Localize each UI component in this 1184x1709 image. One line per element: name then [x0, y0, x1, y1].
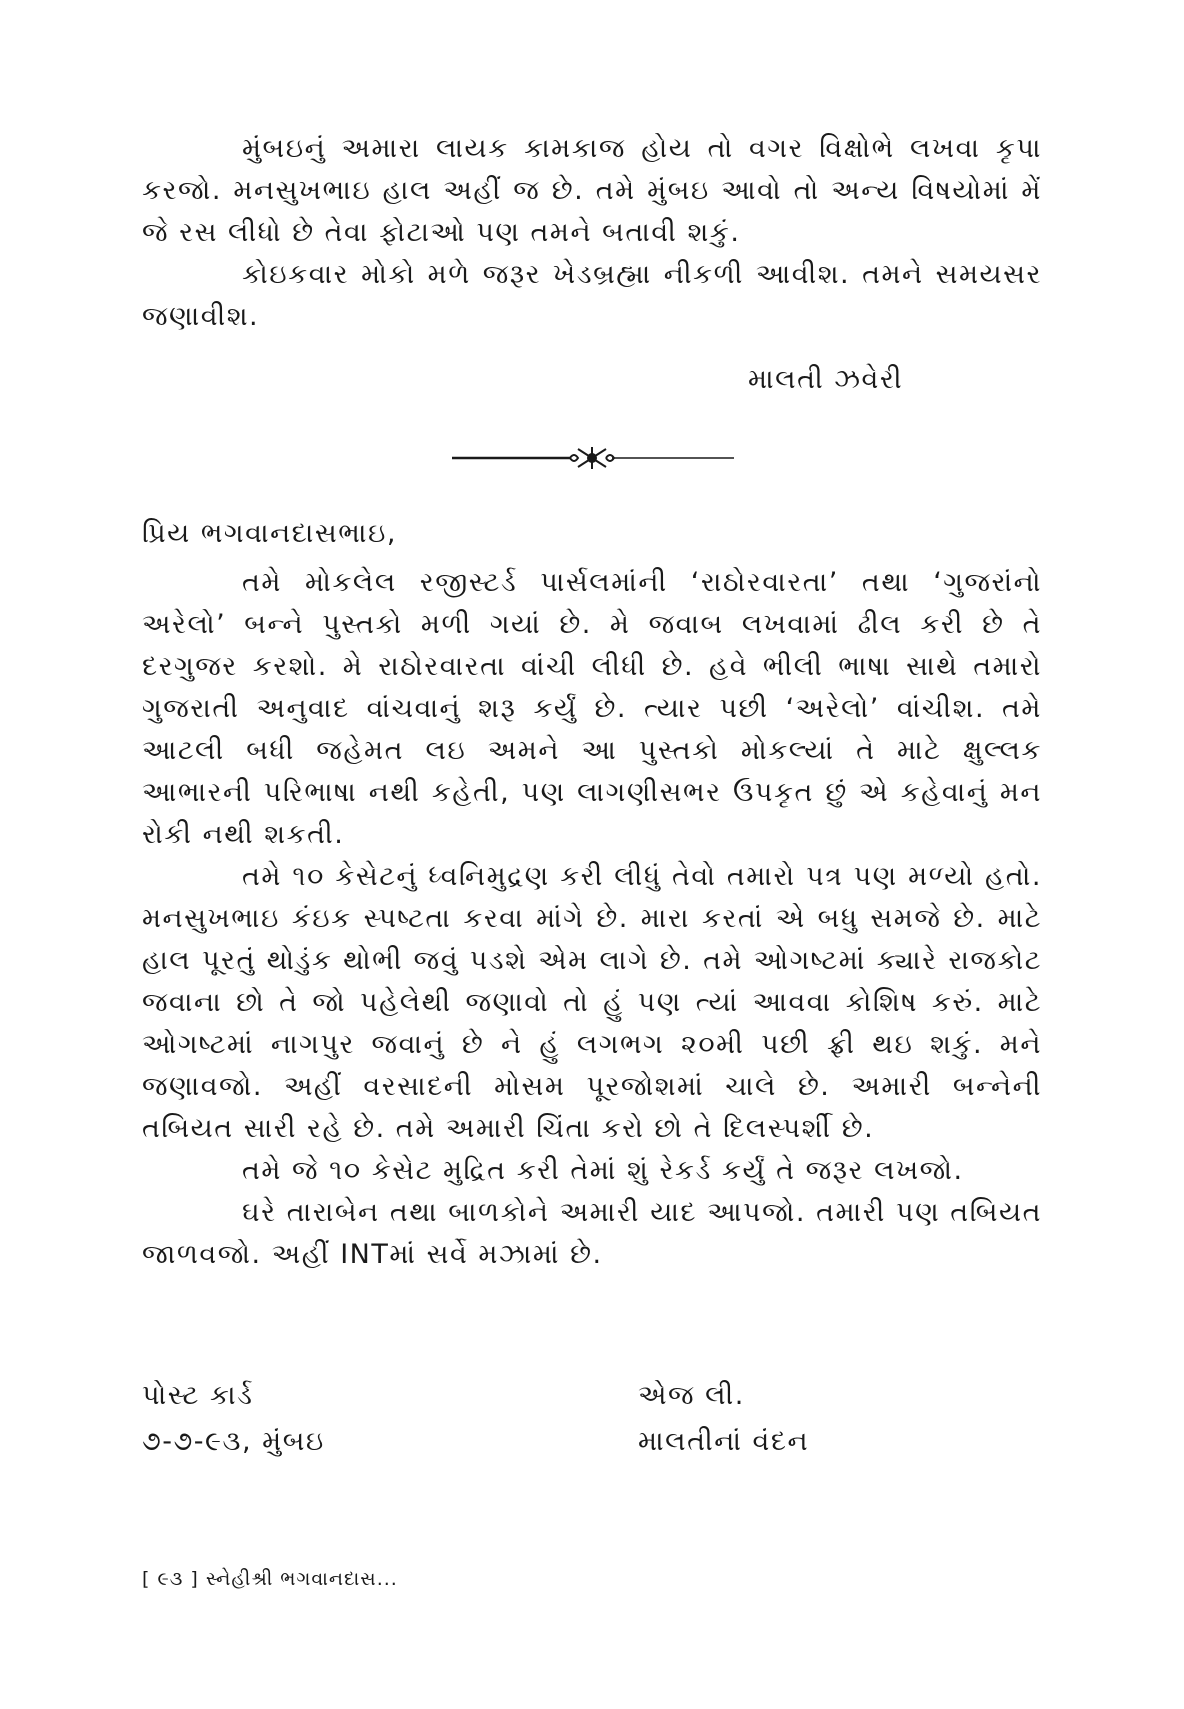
- letter-1-paragraph: મુંબઇનું અમારા લાયક કામકાજ હોય તો વગર વિક્ષોભે લખવા કૃપા કરજો. મનસુખભાઇ હાલ અહીં જ છે. તમે મુંબઇ આવો તો અન્ય વિષયોમાં મેં જે રસ લીધો છે તેવા ફોટાઓ પણ તમને બતાવી શકું.: [142, 133, 1042, 248]
- letter-2-postcard-label: પોસ્ટ કાર્ડ: [142, 1380, 254, 1411]
- letter-2-paragraph: તમે ૧૦ કેસેટનું ધ્વનિમુદ્રણ કરી લીધું તેવો તમારો પત્ર પણ મળ્યો હતો. મનસુખભાઇ કંઇક સ્પષ્ટતા કરવા માંગે છે. મારા કરતાં એ બધુ સમજે છે. માટે હાલ પૂરતું થોડુંક થોભી જવું પડશે એમ લાગે છે. તમે ઓગષ્ટમાં ક્યારે રાજકોટ જવાના છો તે જો પહેલેથી જણાવો તો હું પણ ત્યાં આવવા કોશિષ કરું. માટે ઓગષ્ટમાં નાગપુર જવાનું છે ને હું લગભગ ૨૦મી પછી ફ્રી થઇ શકું. મને જણાવજો. અહીં વરસાદની મોસમ પૂરજોશમાં ચાલે છે. અમારી બન્નેની તબિયત સારી રહે છે. તમે અમારી ચિંતા કરો છો તે દિલસ્પર્શી છે.: [142, 861, 1042, 1144]
- letter-2-paragraph: તમે જે ૧૦ કેસેટ મુદ્રિત કરી તેમાં શું રેકર્ડ કર્યું તે જરૂર લખજો.: [242, 1155, 964, 1186]
- letter-1-paragraph: કોઇકવાર મોકો મળે જરૂર ખેડબ્રહ્મા નીકળી આવીશ. તમને સમયસર જણાવીશ.: [142, 259, 1042, 332]
- letter-1-body: [142, 128, 1042, 338]
- letter-2-signature: માલતીનાં વંદન: [638, 1426, 810, 1457]
- letter-2-date-place: ૭-૭-૯૩, મુંબઇ: [142, 1426, 325, 1457]
- letter-1-signature: માલતી ઝવેરી: [748, 364, 904, 395]
- letter-2-closing: એજ લી.: [638, 1380, 745, 1411]
- ornament-divider: [452, 446, 734, 470]
- letter-2-paragraph: તમે મોકલેલ રજીસ્ટર્ડ પાર્સલમાંની ‘રાઠોરવારતા’ તથા ‘ગુજરાંનો અરેલો’ બન્ને પુસ્તકો મળી ગયાં છે. મે જવાબ લખવામાં ઢીલ કરી છે તે દરગુજર કરશો. મે રાઠોરવારતા વાંચી લીધી છે. હવે ભીલી ભાષા સાથે તમારો ગુજરાતી અનુવાદ વાંચવાનું શરૂ કર્યું છે. ત્યાર પછી ‘અરેલો’ વાંચીશ. તમે આટલી બધી જહેમત લઇ અમને આ પુસ્તકો મોકલ્યાં તે માટે ક્ષુલ્લક આભારની પરિભાષા નથી કહેતી, પણ લાગણીસભર ઉપકૃત છું એ કહેવાનું મન રોકી નથી શકતી.: [142, 567, 1042, 850]
- letter-2-salutation: પ્રિય ભગવાનદાસભાઇ,: [142, 518, 397, 549]
- page-footer: [ ૯૩ ] સ્નેહીશ્રી ભગવાનદાસ...: [142, 1568, 398, 1590]
- letter-2-paragraph: ઘરે તારાબેન તથા બાળકોને અમારી યાદ આપજો. તમારી પણ તબિયત જાળવજો. અહીં INTમાં સર્વે મઝામાં છે.: [142, 1197, 1042, 1270]
- letter-2-body: [142, 562, 1042, 1276]
